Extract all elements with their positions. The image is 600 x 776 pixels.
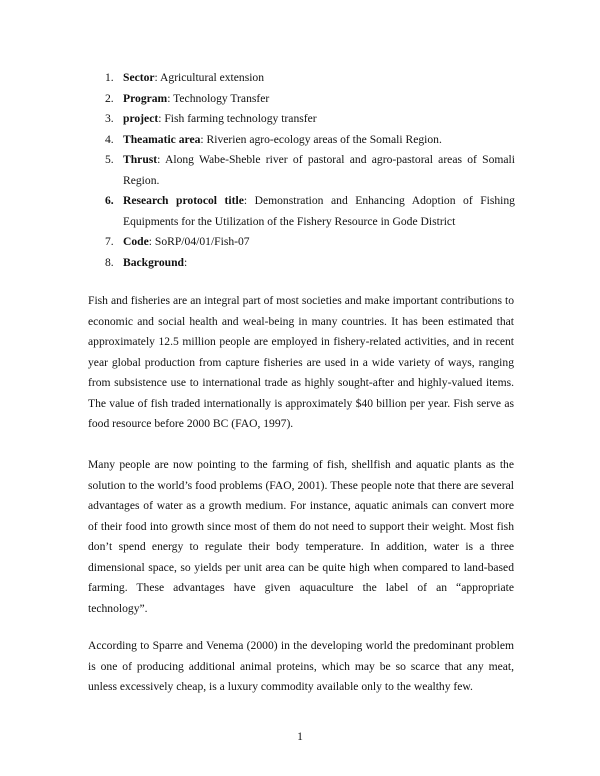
list-text: : Technology Transfer (167, 91, 270, 105)
list-label: Code (123, 235, 149, 248)
list-text: : Along Wabe-Sheble river of pastoral and agro-pastoral areas of Somali Region. (123, 153, 515, 187)
list-label: Program (123, 91, 168, 105)
list-number: 1. (105, 71, 114, 84)
list-item-project (105, 109, 515, 130)
project-info-list (105, 68, 515, 273)
list-text: : Demonstration and Enhancing Adoption of Fishing Equipments for the Utilization of the Fishery Resource in Gode District (123, 194, 515, 228)
list-item-sector (105, 68, 515, 89)
list-text: : (184, 255, 188, 269)
list-label: project (123, 112, 159, 125)
page-number: 1 (297, 730, 303, 743)
list-number: 5. (105, 153, 114, 166)
list-number: 8. (105, 255, 114, 269)
paragraph-fish-farming: Many people are now pointing to the farming of fish, shellfish and aquatic plants as the solution to the world’s food problems (FAO, 2001). These people note that there are several advantages of water as a growth medium. For instance, aquatic animals can convert more of their food into growth since most of them do not need to support their weight. Most fish don’t spend energy to regulate their body temperature. In addition, water is a three dimensional space, so yields per unit area can be quite high when compared to land-based farming. These advantages have given aquaculture the label of an “appropriate technology”. (88, 458, 514, 615)
list-label: Research protocol title (123, 194, 244, 207)
list-item-thrust (105, 150, 515, 191)
list-text: : Riverien agro-ecology areas of the Somali Region. (200, 132, 442, 146)
list-number: 2. (105, 91, 114, 105)
list-item-research-protocol-title (105, 191, 515, 232)
list-number: 4. (105, 132, 114, 146)
list-item-code (105, 232, 515, 253)
list-number: 7. (105, 235, 114, 248)
list-label: Theamatic area (123, 132, 201, 146)
list-text: : Fish farming technology transfer (158, 112, 317, 125)
paragraph-fisheries: Fish and fisheries are an integral part of most societies and make important contributions to economic and social health and weal-being in many countries. It has been estimated that approximately 12.5 million people are employed in fishery-related activities, and in recent year global production from capture fisheries are used in a wide variety of ways, ranging from subsistence use to international trade as highly sought-after and highly-valued items. The value of fish traded internationally is approximately $40 billion per year. Fish serve as food resource before 2000 BC (FAO, 1997). (88, 294, 514, 430)
list-number: 3. (105, 112, 114, 125)
list-label: Background (123, 255, 184, 269)
list-item-program (105, 89, 515, 110)
paragraph-animal-proteins: According to Sparre and Venema (2000) in the developing world the predominant problem is one of producing additional animal proteins, which may be so scarce that any meat, unless excessively cheap, is a luxury commodity available only to the wealthy few. (88, 639, 514, 693)
list-item-background (105, 253, 515, 274)
list-label: Thrust (123, 153, 158, 166)
list-text: : Agricultural extension (154, 71, 265, 84)
list-number: 6. (105, 194, 114, 207)
list-text: : SoRP/04/01/Fish-07 (148, 235, 250, 248)
list-label: Sector (123, 71, 155, 84)
list-item-thematic-area (105, 130, 515, 151)
